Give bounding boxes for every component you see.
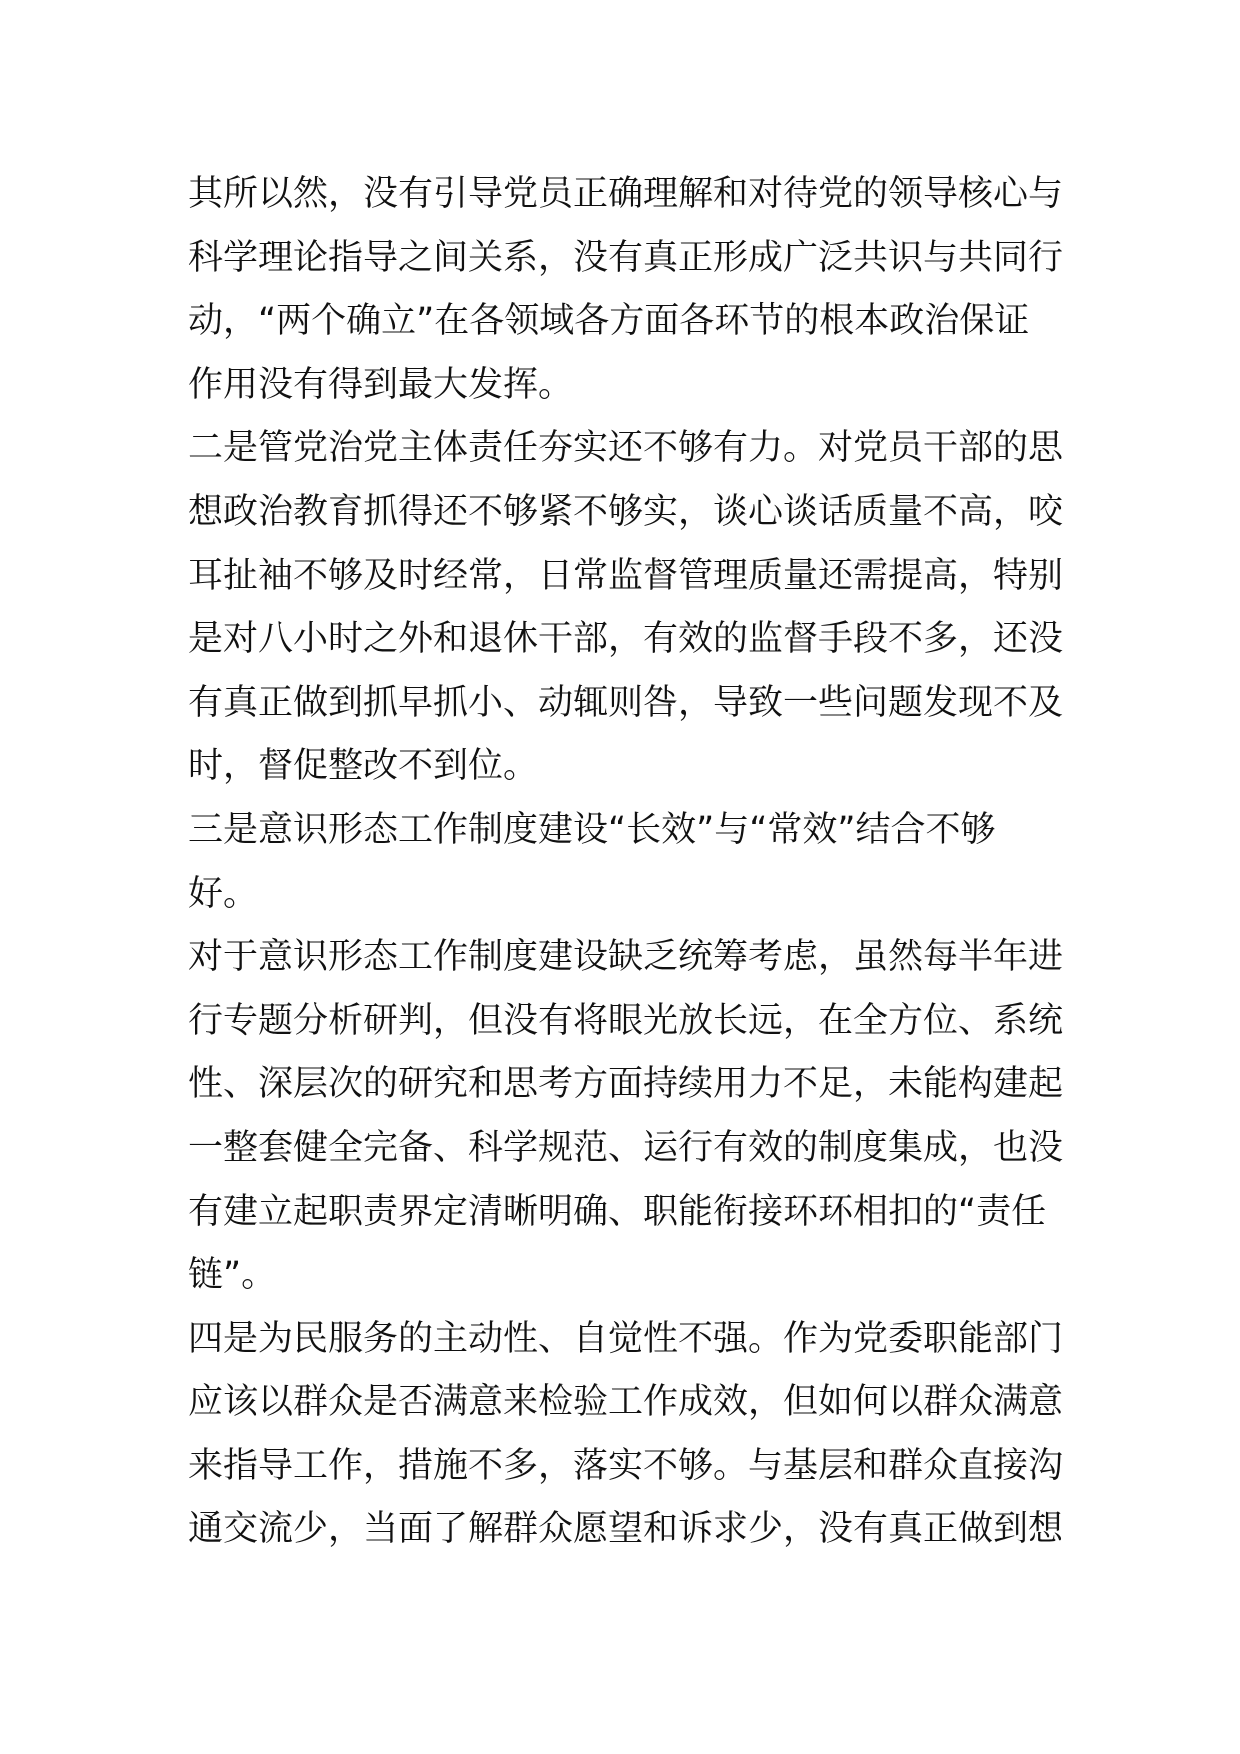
body-text — [188, 163, 1064, 1562]
text-line: 性、深层次的研究和思考方面持续用力不足，未能构建起 — [188, 1064, 1064, 1105]
text-line: 耳扯袖不够及时经常，日常监督管理质量还需提高，特别 — [188, 555, 1064, 596]
text-line: 三是意识形态工作制度建设“长效”与“常效”结合不够 — [188, 809, 996, 850]
text-line: 有建立起职责界定清晰明确、职能衔接环环相扣的“责任 — [188, 1191, 1047, 1232]
text-line: 四是为民服务的主动性、自觉性不强。作为党委职能部门 — [188, 1318, 1064, 1359]
text-line: 来指导工作，措施不多，落实不够。与基层和群众直接沟 — [188, 1445, 1064, 1486]
text-line: 有真正做到抓早抓小、动辄则咎，导致一些问题发现不及 — [188, 682, 1064, 723]
text-line: 其所以然，没有引导党员正确理解和对待党的领导核心与 — [188, 174, 1064, 214]
text-line: 作用没有得到最大发挥。 — [188, 364, 574, 405]
text-line: 链”。 — [188, 1255, 277, 1296]
text-line: 是对八小时之外和退休干部，有效的监督手段不多，还没 — [188, 619, 1064, 660]
text-line: 时，督促整改不到位。 — [188, 746, 539, 787]
text-line: 行专题分析研判，但没有将眼光放长远，在全方位、系统 — [188, 1000, 1064, 1041]
text-line: 一整套健全完备、科学规范、运行有效的制度集成，也没 — [188, 1127, 1064, 1168]
text-line: 动，“两个确立”在各领域各方面各环节的根本政治保证 — [188, 301, 1030, 342]
text-line: 通交流少，当面了解群众愿望和诉求少，没有真正做到想 — [188, 1509, 1064, 1550]
text-line: 好。 — [188, 873, 259, 914]
text-line: 想政治教育抓得还不够紧不够实，谈心谈话质量不高，咬 — [188, 491, 1064, 532]
text-line: 对于意识形态工作制度建设缺乏统筹考虑，虽然每半年进 — [188, 937, 1064, 978]
text-line: 二是管党治党主体责任夯实还不够有力。对党员干部的思 — [188, 428, 1064, 469]
text-line: 科学理论指导之间关系，没有真正形成广泛共识与共同行 — [188, 237, 1064, 278]
text-line: 应该以群众是否满意来检验工作成效，但如何以群众满意 — [188, 1382, 1064, 1423]
